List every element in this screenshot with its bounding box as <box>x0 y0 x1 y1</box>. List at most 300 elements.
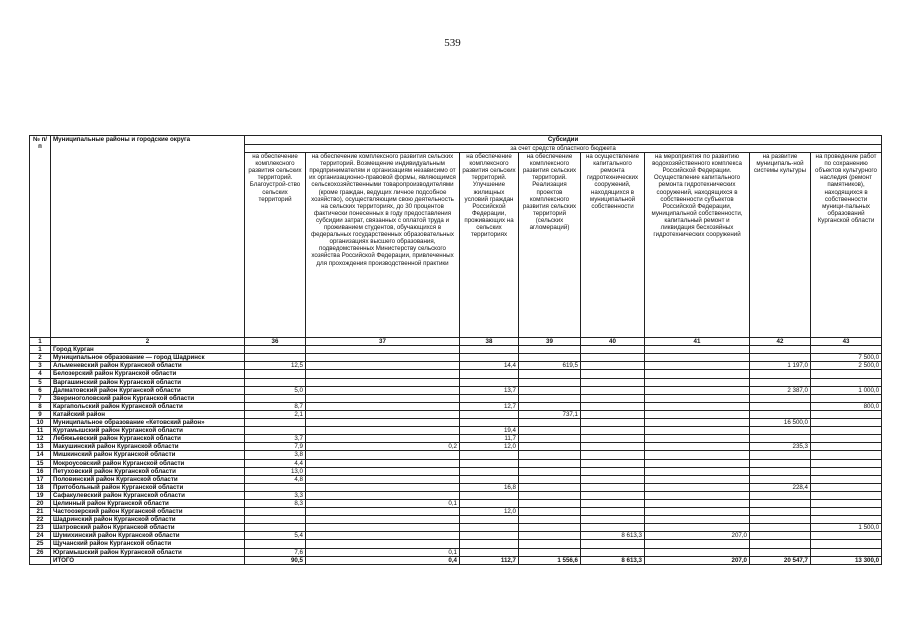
subsidy-value <box>645 451 750 459</box>
subsidy-value <box>460 499 519 507</box>
row-number: 2 <box>30 354 51 362</box>
subsidy-value <box>750 427 811 435</box>
subsidy-value <box>306 532 460 540</box>
subsidy-value <box>460 354 519 362</box>
subsidy-value <box>519 451 581 459</box>
subsidy-value <box>645 443 750 451</box>
subsidy-value <box>581 346 645 354</box>
column-header-36: на обеспечение комплексного развития сельских территорий. Благоустрой-ство сельских территорий <box>245 153 306 338</box>
subsidy-value <box>306 483 460 491</box>
subsidy-value <box>519 386 581 394</box>
subsidy-value <box>750 524 811 532</box>
subsidy-value <box>750 394 811 402</box>
subsidy-value <box>519 508 581 516</box>
row-number: 9 <box>30 410 51 418</box>
subsidy-value <box>645 427 750 435</box>
table-row <box>30 346 882 354</box>
subsidy-value <box>519 419 581 427</box>
subsidy-value <box>245 483 306 491</box>
column-header-37: на обеспечение комплексного развития сельских территорий. Возмещение индивидуальным предпринимателям и организациям независимо от их организационно-правовой формы, являющимся сельскохозяйственными товаропроизводителями (кроме граждан, ведущих личное подсобное хозяйство), осуществляющим свою деятельность на сельских территориях, до 30 процентов фактически понесенных в году предоставления субсидии затрат, связанных с оплатой труда и проживанием студентов, обучающихся в федеральных государственных образовательных организациях высшего образования, подведомственных Министерству сельского хозяйства Российской Федерации, привлеченных для прохождения производственной практики <box>306 153 460 338</box>
subsidy-value <box>750 410 811 418</box>
subsidy-value <box>581 499 645 507</box>
subsidy-value: 13,0 <box>245 467 306 475</box>
subsidy-value: 5,4 <box>245 532 306 540</box>
subsidy-value <box>750 508 811 516</box>
subsidy-value: 235,3 <box>750 443 811 451</box>
subsidy-value <box>811 427 882 435</box>
subsidy-value <box>306 459 460 467</box>
column-number-row <box>30 338 882 346</box>
subsidy-value <box>581 443 645 451</box>
page-number: 539 <box>444 37 461 49</box>
subsidy-value: 4,4 <box>245 459 306 467</box>
municipality-name: Каргапольский район Курганской области <box>51 402 245 410</box>
subsidy-value: 2 387,0 <box>750 386 811 394</box>
municipality-name: Шатровский район Курганской области <box>51 524 245 532</box>
subsidy-value <box>811 548 882 556</box>
subsidy-value <box>581 427 645 435</box>
subsidy-value <box>645 524 750 532</box>
subsidy-value: 619,5 <box>519 362 581 370</box>
subsidy-value <box>460 532 519 540</box>
row-number: 17 <box>30 475 51 483</box>
subsidies-table <box>29 135 882 565</box>
subsidy-value <box>581 410 645 418</box>
subsidy-value <box>581 475 645 483</box>
column-number: 1 <box>30 338 51 346</box>
subsidy-value: 7 500,0 <box>811 354 882 362</box>
subsidy-value <box>306 427 460 435</box>
municipality-name: Шумихинский район Курганской области <box>51 532 245 540</box>
subsidy-value: 737,1 <box>519 410 581 418</box>
subsidy-value <box>645 435 750 443</box>
subsidy-value <box>811 516 882 524</box>
subsidy-value <box>306 451 460 459</box>
table-row <box>30 410 882 418</box>
subsidy-value <box>750 402 811 410</box>
row-number: 18 <box>30 483 51 491</box>
row-number: 20 <box>30 499 51 507</box>
table-row <box>30 435 882 443</box>
subsidy-value <box>581 370 645 378</box>
subsidy-value: 0,1 <box>306 499 460 507</box>
total-value: 1 556,6 <box>519 556 581 564</box>
subsidy-value <box>460 524 519 532</box>
subsidy-value <box>811 483 882 491</box>
subsidy-value: 19,4 <box>460 427 519 435</box>
budget-source-header: за счет средств областного бюджета <box>245 145 882 153</box>
column-number: 41 <box>645 338 750 346</box>
subsidy-value <box>645 540 750 548</box>
subsidy-value <box>519 443 581 451</box>
subsidy-value <box>750 370 811 378</box>
column-number: 38 <box>460 338 519 346</box>
municipality-name: Далматовский район Курганской области <box>51 386 245 394</box>
subsidy-value <box>811 378 882 386</box>
subsidy-value <box>460 475 519 483</box>
subsidy-value <box>581 508 645 516</box>
total-value: 0,4 <box>306 556 460 564</box>
subsidy-value <box>519 483 581 491</box>
subsidy-value <box>645 370 750 378</box>
subsidy-value: 7,9 <box>245 443 306 451</box>
municipality-name: Катайский район <box>51 410 245 418</box>
row-number: 12 <box>30 435 51 443</box>
subsidy-value <box>581 362 645 370</box>
row-number: 11 <box>30 427 51 435</box>
row-number: 13 <box>30 443 51 451</box>
subsidy-value <box>811 410 882 418</box>
row-number: 3 <box>30 362 51 370</box>
column-header-38: на обеспечение комплексного развития сельских территорий. Улучшение жилищных условий граждан Российской Федерации, проживающих на сельских территориях <box>460 153 519 338</box>
subsidy-value <box>750 354 811 362</box>
subsidy-value <box>750 516 811 524</box>
subsidy-value <box>750 378 811 386</box>
row-number: 23 <box>30 524 51 532</box>
subsidy-value: 5,0 <box>245 386 306 394</box>
subsidy-value <box>811 370 882 378</box>
subsidies-header: Субсидии <box>245 136 882 145</box>
subsidy-value: 12,5 <box>245 362 306 370</box>
row-number: 6 <box>30 386 51 394</box>
subsidy-value <box>519 540 581 548</box>
subsidy-value <box>245 524 306 532</box>
table-row <box>30 427 882 435</box>
subsidy-value <box>750 499 811 507</box>
subsidy-value <box>811 508 882 516</box>
row-number: 22 <box>30 516 51 524</box>
column-number: 43 <box>811 338 882 346</box>
subsidy-value <box>306 370 460 378</box>
column-header-43: на проведение работ по сохранению объектов культурного наследия (ремонт памятников), находящихся в собственности муници-пальных образований Курганской области <box>811 153 882 338</box>
subsidy-value <box>519 346 581 354</box>
municipality-name: Мокроусовский район Курганской области <box>51 459 245 467</box>
subsidy-value <box>750 532 811 540</box>
column-number: 37 <box>306 338 460 346</box>
subsidy-value <box>581 491 645 499</box>
subsidy-value <box>460 378 519 386</box>
table-row <box>30 451 882 459</box>
subsidy-value <box>645 362 750 370</box>
subsidy-value: 7,6 <box>245 548 306 556</box>
column-header-41: на мероприятия по развитию водохозяйственного комплекса Российской Федерации. Осуществление капитального ремонта гидротехнических сооружений, находящихся в собственности субъектов Российской Федерации, муниципальной собственности, капитальный ремонт и ликвидация бесхозяйных гидротехнических сооружений <box>645 153 750 338</box>
subsidy-value <box>460 370 519 378</box>
table-row <box>30 483 882 491</box>
total-value: 13 300,0 <box>811 556 882 564</box>
table-row <box>30 475 882 483</box>
municipality-name: Юргамышский район Курганской области <box>51 548 245 556</box>
row-number: 24 <box>30 532 51 540</box>
subsidy-value <box>750 451 811 459</box>
row-number: 16 <box>30 467 51 475</box>
subsidy-value <box>306 467 460 475</box>
row-number: 19 <box>30 491 51 499</box>
subsidy-value <box>645 394 750 402</box>
subsidy-value <box>519 532 581 540</box>
row-number: 21 <box>30 508 51 516</box>
subsidy-value <box>460 467 519 475</box>
subsidy-value: 0,1 <box>306 548 460 556</box>
table-row <box>30 491 882 499</box>
row-number: 5 <box>30 378 51 386</box>
column-number: 40 <box>581 338 645 346</box>
municipality-name: Шадринский район Курганской области <box>51 516 245 524</box>
subsidy-value <box>519 467 581 475</box>
subsidy-value <box>460 491 519 499</box>
subsidy-value <box>519 370 581 378</box>
table-row <box>30 370 882 378</box>
subsidy-value: 8,7 <box>245 402 306 410</box>
subsidy-value <box>645 475 750 483</box>
subsidy-value: 2 500,0 <box>811 362 882 370</box>
subsidy-value <box>645 346 750 354</box>
subsidy-value <box>460 459 519 467</box>
subsidy-value <box>245 378 306 386</box>
subsidy-value <box>519 475 581 483</box>
subsidy-value: 13,7 <box>460 386 519 394</box>
subsidy-value <box>645 419 750 427</box>
subsidy-value <box>645 516 750 524</box>
table-row <box>30 378 882 386</box>
row-number: 4 <box>30 370 51 378</box>
subsidy-value <box>460 419 519 427</box>
subsidy-value <box>750 435 811 443</box>
subsidy-value <box>581 548 645 556</box>
subsidy-value <box>306 346 460 354</box>
subsidy-value <box>645 508 750 516</box>
subsidy-value <box>245 540 306 548</box>
subsidy-value <box>811 467 882 475</box>
table-row <box>30 467 882 475</box>
municipality-name: Притобольный район Курганской области <box>51 483 245 491</box>
table-row <box>30 386 882 394</box>
subsidy-value <box>581 467 645 475</box>
subsidy-value <box>519 394 581 402</box>
row-number: 1 <box>30 346 51 354</box>
subsidy-value <box>750 540 811 548</box>
table-row <box>30 540 882 548</box>
subsidy-value <box>581 402 645 410</box>
subsidy-value <box>519 354 581 362</box>
subsidy-value <box>306 540 460 548</box>
subsidy-value <box>245 427 306 435</box>
subsidy-value <box>581 451 645 459</box>
total-value: 90,5 <box>245 556 306 564</box>
subsidy-value <box>460 516 519 524</box>
row-number: 25 <box>30 540 51 548</box>
subsidy-value <box>306 354 460 362</box>
total-row <box>30 556 882 564</box>
table-row <box>30 459 882 467</box>
column-header-42: на развитие муниципаль-ной системы культуры <box>750 153 811 338</box>
subsidy-value <box>750 475 811 483</box>
table-row <box>30 499 882 507</box>
total-value: 207,0 <box>645 556 750 564</box>
subsidy-value <box>306 419 460 427</box>
total-value: 8 613,3 <box>581 556 645 564</box>
subsidy-value: 11,7 <box>460 435 519 443</box>
subsidy-value <box>306 386 460 394</box>
municipality-name: Муниципальное образование — город Шадринск <box>51 354 245 362</box>
subsidy-value <box>811 435 882 443</box>
municipality-name: Альменевский район Курганской области <box>51 362 245 370</box>
subsidy-value <box>519 491 581 499</box>
municipality-name: Лебяжьевский район Курганской области <box>51 435 245 443</box>
subsidy-value <box>645 499 750 507</box>
municipality-name: Варгашинский район Курганской области <box>51 378 245 386</box>
subsidy-value: 0,2 <box>306 443 460 451</box>
municipality-name: Куртамышский район Курганской области <box>51 427 245 435</box>
table-row <box>30 524 882 532</box>
table-row <box>30 354 882 362</box>
subsidy-value <box>460 540 519 548</box>
subsidy-value <box>519 427 581 435</box>
municipality-name: Петуховский район Курганской области <box>51 467 245 475</box>
subsidy-value <box>306 508 460 516</box>
subsidy-value <box>581 386 645 394</box>
subsidy-value <box>519 524 581 532</box>
municipality-name: Макушинский район Курганской области <box>51 443 245 451</box>
subsidy-value <box>750 548 811 556</box>
subsidy-value <box>811 346 882 354</box>
table-row <box>30 516 882 524</box>
subsidy-value: 12,0 <box>460 443 519 451</box>
row-number: 26 <box>30 548 51 556</box>
municipality-name: Белозерский район Курганской области <box>51 370 245 378</box>
subsidy-value <box>460 394 519 402</box>
subsidy-value <box>811 499 882 507</box>
row-number: 10 <box>30 419 51 427</box>
subsidy-value: 3,7 <box>245 435 306 443</box>
subsidy-value <box>645 548 750 556</box>
subsidy-value <box>460 548 519 556</box>
num-column-header: № п/п <box>30 136 51 338</box>
subsidy-value: 12,7 <box>460 402 519 410</box>
subsidy-value: 16 500,0 <box>750 419 811 427</box>
total-value: 20 547,7 <box>750 556 811 564</box>
municipality-name: Щучанский район Курганской области <box>51 540 245 548</box>
subsidy-value <box>306 491 460 499</box>
subsidy-value <box>460 451 519 459</box>
subsidy-value <box>645 491 750 499</box>
subsidy-value <box>581 419 645 427</box>
subsidy-value <box>581 540 645 548</box>
subsidy-value <box>811 451 882 459</box>
subsidy-value <box>581 483 645 491</box>
subsidy-value <box>645 483 750 491</box>
subsidy-value <box>811 540 882 548</box>
subsidy-value <box>519 378 581 386</box>
subsidy-value: 16,8 <box>460 483 519 491</box>
row-number: 7 <box>30 394 51 402</box>
subsidy-value <box>581 516 645 524</box>
subsidy-value <box>750 467 811 475</box>
subsidy-value: 8,3 <box>245 499 306 507</box>
subsidy-value: 8 613,3 <box>581 532 645 540</box>
subsidy-value: 12,0 <box>460 508 519 516</box>
subsidy-value <box>645 467 750 475</box>
table-row <box>30 532 882 540</box>
subsidy-value: 1 500,0 <box>811 524 882 532</box>
table-row <box>30 548 882 556</box>
subsidy-value: 228,4 <box>750 483 811 491</box>
subsidy-value <box>750 459 811 467</box>
subsidy-value <box>519 435 581 443</box>
row-number: 8 <box>30 402 51 410</box>
municipality-name: Муниципальное образование «Кетовский район» <box>51 419 245 427</box>
subsidy-value: 1 197,0 <box>750 362 811 370</box>
subsidy-value: 800,0 <box>811 402 882 410</box>
subsidy-value <box>811 475 882 483</box>
subsidy-value <box>519 516 581 524</box>
subsidy-value <box>306 402 460 410</box>
municipality-name: Город Курган <box>51 346 245 354</box>
subsidy-value <box>245 394 306 402</box>
subsidy-value <box>245 419 306 427</box>
subsidy-value: 3,3 <box>245 491 306 499</box>
subsidy-value <box>519 402 581 410</box>
subsidy-value <box>245 516 306 524</box>
subsidy-value <box>245 370 306 378</box>
municipality-name: Половинский район Курганской области <box>51 475 245 483</box>
municipality-name: Частоозерский район Курганской области <box>51 508 245 516</box>
column-header-40: на осуществление капитального ремонта гидротехнических сооружений, находящихся в муниципальной собственности <box>581 153 645 338</box>
subsidy-value: 1 000,0 <box>811 386 882 394</box>
subsidy-value <box>645 459 750 467</box>
table-row <box>30 508 882 516</box>
subsidy-value: 2,1 <box>245 410 306 418</box>
subsidy-value <box>519 548 581 556</box>
total-value: 112,7 <box>460 556 519 564</box>
subsidy-value <box>811 394 882 402</box>
total-row-number <box>30 556 51 564</box>
row-number: 14 <box>30 451 51 459</box>
subsidy-value <box>811 532 882 540</box>
subsidy-value <box>645 354 750 362</box>
subsidy-value <box>811 491 882 499</box>
subsidy-value <box>306 524 460 532</box>
column-number: 39 <box>519 338 581 346</box>
name-column-header: Муниципальные районы и городские округа <box>51 136 245 338</box>
subsidy-value <box>581 378 645 386</box>
column-number: 36 <box>245 338 306 346</box>
municipality-name: Сафакулевский район Курганской области <box>51 491 245 499</box>
subsidy-value <box>306 475 460 483</box>
subsidy-value <box>306 516 460 524</box>
subsidy-value <box>811 419 882 427</box>
subsidy-value <box>306 362 460 370</box>
subsidy-value <box>581 394 645 402</box>
municipality-name: Звериноголовский район Курганской области <box>51 394 245 402</box>
table-row <box>30 402 882 410</box>
subsidy-value <box>811 459 882 467</box>
subsidy-value <box>750 346 811 354</box>
subsidy-value <box>645 378 750 386</box>
subsidy-value: 3,8 <box>245 451 306 459</box>
total-label: ИТОГО <box>51 556 245 564</box>
subsidy-value <box>645 402 750 410</box>
subsidy-value: 207,0 <box>645 532 750 540</box>
subsidy-value <box>245 346 306 354</box>
subsidy-value <box>645 410 750 418</box>
subsidy-value: 14,4 <box>460 362 519 370</box>
subsidy-value <box>581 524 645 532</box>
subsidy-value <box>306 435 460 443</box>
subsidy-value <box>306 410 460 418</box>
column-number: 42 <box>750 338 811 346</box>
table-row <box>30 419 882 427</box>
subsidy-value <box>750 491 811 499</box>
